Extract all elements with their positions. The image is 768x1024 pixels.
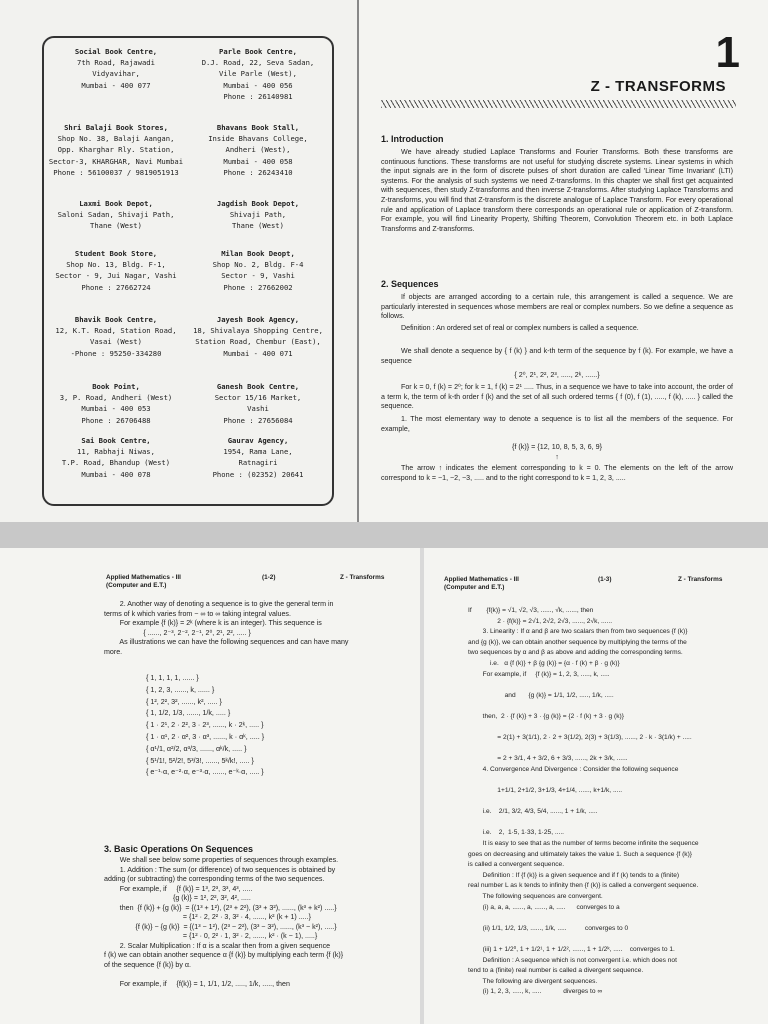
text-line: As illustrations we can have the following sequences and can have many xyxy=(104,638,349,646)
book-centre-entry xyxy=(188,248,328,293)
text-line: i.e. 2, 1·5, 1·33, 1·25, ..... xyxy=(468,829,565,837)
section-heading-introduction: 1. Introduction xyxy=(381,134,444,144)
book-centre-address-line: Thane (West) xyxy=(232,221,284,231)
book-centre-name: Bhavans Book Stall, xyxy=(216,123,300,132)
text-line xyxy=(468,680,699,691)
book-centre-entry xyxy=(188,122,328,178)
text-line: is called a convergent sequence. xyxy=(468,861,565,869)
book-centre-name: Student Book Store, xyxy=(74,249,158,258)
book-centre-address-line: Shop No. 13, Bldg. F-1, xyxy=(66,260,166,270)
decorative-hatch-rule xyxy=(381,100,736,108)
book-centre-entry xyxy=(188,314,328,359)
running-header-right: Z - Transforms xyxy=(678,576,723,583)
text-line: { 1 · α¹, 2 · α², 3 · α³, ......, k · αᵏ, ..... } xyxy=(146,731,265,741)
text-line: { ......, 2⁻³, 2⁻², 2⁻¹, 2⁰, 2¹, 2², ..... } xyxy=(104,628,251,637)
book-centre-address-line: Phone : (02352) 20641 xyxy=(212,469,304,479)
book-centre-address-line: 18, Shivalaya Shopping Centre, xyxy=(193,326,323,336)
book-centre-address-line: Thane (West) xyxy=(90,221,142,231)
text-line: f (k) we can obtain another sequence α {f (k)} by multiplying each term {f (k)} xyxy=(104,951,344,959)
chapter-title: Z - TRANSFORMS xyxy=(590,78,726,95)
text-line: and {g (k)} = 1/1, 1/2, ....., 1/k, ..... xyxy=(468,691,614,699)
book-centre-entry xyxy=(188,435,328,480)
page-book-centres xyxy=(0,0,357,522)
book-centre-address-line: Phone : 26140981 xyxy=(223,91,293,101)
text-line: {g (k)} = 1², 2², 3², 4², ..... xyxy=(104,894,251,902)
book-centre-entry xyxy=(46,198,186,232)
book-centre-address-line: Sector 15/16 Market, xyxy=(214,393,302,403)
book-centre-name: Gaurav Agency, xyxy=(227,436,289,445)
book-centre-entry xyxy=(188,46,328,102)
text-line: i.e. α {f (k)} + β {g (k)} = {α · f (k) + β · g (k)} xyxy=(468,659,620,667)
text-line: 2. Another way of denoting a sequence is to give the general term in xyxy=(104,600,334,608)
book-centre-address-line: Ratnagiri xyxy=(238,458,278,468)
book-centre-entry xyxy=(46,435,186,480)
book-centre-address-line: Mumbai - 400 053 xyxy=(81,404,151,414)
sequence-example-powers-of-two: { 2⁰, 2¹, 2², 2³, ....., 2ᵏ, ......} xyxy=(514,370,600,379)
sequences-paragraph-1: If objects are arranged according to a certain rule, this arrangement is called a sequence. We are particularly interested in sequences whose members are real or complex numbers. So we define a sequence as follows. xyxy=(381,293,733,321)
text-line: then {f (k)} + {g (k)} = {(1³ + 1²), (2³ + 2²), (3³ + 3²), ......, (k³ + k²) .....} xyxy=(104,903,337,912)
text-line xyxy=(468,701,699,712)
sequences-paragraph-4: 1. The most elementary way to denote a sequence is to list all the members of the sequence. For example, xyxy=(381,415,733,433)
book-centre-address-line: Phone : 26706488 xyxy=(81,415,151,425)
text-line: of the sequence {f (k)} by α. xyxy=(104,960,191,969)
book-centre-address-line: -Phone : 95250-334280 xyxy=(70,348,162,358)
text-line xyxy=(468,818,699,829)
running-header-right: Z - Transforms xyxy=(340,574,385,581)
text-line xyxy=(104,970,343,980)
book-centre-entry xyxy=(188,198,328,232)
text-line: and {g (k)}, we can obtain another sequence by multiplying the terms of the xyxy=(468,638,687,646)
book-centre-name: Ganesh Book Centre, xyxy=(216,382,300,391)
book-centre-name: Social Book Centre, xyxy=(74,47,158,56)
page-1-2 xyxy=(0,548,420,1024)
book-centre-address-line: Mumbai - 400 078 xyxy=(81,469,151,479)
book-centre-address-line: 3, P. Road, Andheri (West) xyxy=(59,393,173,403)
text-line: 2 · {f(k)} = 2√1, 2√2, 2√3, ......, 2√k, ...... xyxy=(468,617,613,625)
book-centre-address-line: D.J. Road, 22, Seva Sadan, xyxy=(201,58,315,68)
section-heading-sequences: 2. Sequences xyxy=(381,279,439,289)
text-line: 1. Addition : The sum (or difference) of two sequences is obtained by xyxy=(104,865,336,874)
text-line: goes on decreasing and ultimately takes the value 1. Such a sequence {f (k)} xyxy=(468,850,692,858)
book-centre-entry xyxy=(46,122,186,178)
sequences-paragraph-5: The arrow ↑ indicates the element corresponding to k = 0. The elements on the left of the arrow correspond to k = −1, −2, −3, ..... and to the right correspond to k = 1, 2, 3, ..... xyxy=(381,464,733,482)
text-line: { 1, 2, 3, ......, k, ...... } xyxy=(146,684,215,694)
book-centre-address-line: Phone : 27662724 xyxy=(81,282,151,292)
book-centre-address-line: Sector - 9, Vashi xyxy=(221,271,295,281)
book-centres-box xyxy=(42,36,334,506)
sequence-example-list: {f (k)} = {12, 10, 8, 5, 3, 6, 9} xyxy=(511,442,603,451)
text-line: The following sequences are convergent. xyxy=(468,893,603,901)
text-line: It is easy to see that as the number of terms become infinite the sequence xyxy=(468,840,699,848)
text-line: { 1², 2², 3², ......, k², ..... } xyxy=(146,696,222,706)
book-centre-address-line: Sector-3, KHARGHAR, Navi Mumbai xyxy=(48,156,184,166)
sequences-paragraph-2: We shall denote a sequence by { f (k) } and k-th term of the sequence by f (k). For example, we have a sequence xyxy=(381,347,733,365)
text-line xyxy=(468,797,699,808)
book-centre-name: Shri Balaji Book Stores, xyxy=(64,123,168,132)
book-centre-address-line: 1954, Rama Lane, xyxy=(223,447,293,457)
book-centre-entry xyxy=(46,248,186,293)
book-centre-name: Parle Book Centre, xyxy=(219,47,297,56)
text-line: i.e. 2/1, 3/2, 4/3, 5/4, ......, 1 + 1/k, ..... xyxy=(468,808,598,816)
book-centre-address-line: Andheri (West), xyxy=(225,145,291,155)
text-line: adding (or subtracting) the corresponding terms of the two sequences. xyxy=(104,875,325,883)
running-header-left: Applied Mathematics - III (Computer and E.T.) xyxy=(106,574,181,589)
book-centre-address-line: Opp. Kharghar Rly. Station, xyxy=(57,145,175,155)
book-centre-address-line: Phone : 56100037 / 9819051913 xyxy=(53,167,179,177)
basic-operations-text xyxy=(104,856,343,989)
text-line: { 1 · 2¹, 2 · 2², 3 · 2³, ......, k · 2ᵏ, ..... } xyxy=(146,720,264,730)
book-centre-address-line: Inside Bhavans College, xyxy=(208,134,308,144)
section-heading-basic-operations: 3. Basic Operations On Sequences xyxy=(104,844,254,854)
book-centre-address-line: Shop No. 38, Balaji Aangan, xyxy=(57,134,175,144)
text-line: The following are divergent sequences. xyxy=(468,977,598,985)
text-line: For example {f (k)} = 2ᵏ (where k is an integer). This sequence is xyxy=(104,619,322,627)
book-centre-name: Jayesh Book Agency, xyxy=(216,315,300,324)
text-line: If {f(k)} = √1, √2, √3, ......, √k, ......, then xyxy=(468,607,594,614)
book-centre-address-line: Station Road, Chembur (East), xyxy=(195,337,321,347)
arrow-up-icon: ↑ xyxy=(555,452,559,461)
text-line: (i) a, a, a, ......, a, ......, a, ..... converges to a xyxy=(468,903,620,911)
text-line: For example, if {f(k)} = 1, 1/1, 1/2, ....., 1/k, ....., then xyxy=(104,979,290,988)
text-line: For example, if {f (k)} = 1, 2, 3, ....., k, ..... xyxy=(468,670,610,678)
text-line: = 2 + 3/1, 4 + 3/2, 6 + 3/3, ......, 2k + 3/k, ...... xyxy=(468,755,628,763)
running-header-left: Applied Mathematics - III (Computer and E.T.) xyxy=(444,576,519,591)
running-header-page-number: (1-3) xyxy=(598,576,612,583)
text-line: more. xyxy=(104,647,123,656)
book-centre-address-line: 7th Road, Rajawadi xyxy=(77,58,155,68)
book-centre-address-line: 12, K.T. Road, Station Road, xyxy=(55,326,177,336)
text-line: { 5¹/1!, 5²/2!, 5³/3!, ......, 5ᵏ/k!, ..... } xyxy=(146,755,254,765)
book-centre-address-line: Sector - 9, Jui Nagar, Vashi xyxy=(55,271,177,281)
text-line xyxy=(468,934,699,945)
sequences-paragraph-3: For k = 0, f (k) = 2⁰; for k = 1, f (k) = 2¹ ..... Thus, in a sequence we have to take into account, the order of a term k, the term of k-th order f (k) and the set of all such ordered terms { f (0), f (1), ....., f (k), ..... } called the sequence. xyxy=(381,383,733,411)
page-1-2-intro-text xyxy=(104,600,348,657)
book-centre-address-line: Shop No. 2, Bldg. F-4 xyxy=(212,260,304,270)
text-line: then, 2 · {f (k)} + 3 · {g (k)} = {2 · f (k) + 3 · g (k)} xyxy=(468,712,624,720)
text-line: { α¹/1, α²/2, α³/3, ......, αᵏ/k, ..... } xyxy=(146,743,247,753)
text-line: (i) 1, 2, 3, ....., k, ..... diverges to ∞ xyxy=(468,988,603,996)
text-line: 2. Scalar Multiplication : If α is a scalar then from a given sequence xyxy=(104,941,331,950)
text-line: (ii) 1/1, 1/2, 1/3, ......, 1/k, ..... converges to 0 xyxy=(468,924,629,932)
text-line xyxy=(468,744,699,755)
example-sequences-list xyxy=(146,672,264,778)
book-centre-entry xyxy=(188,381,328,426)
text-line: 3. Linearity : If α and β are two scalars then from two sequences {f (k)} xyxy=(468,628,688,636)
book-centre-address-line: Vashi xyxy=(247,404,269,414)
text-line: = {1² · 2, 2² · 3, 3² · 4, ......, k² (k + 1) .....} xyxy=(104,913,311,921)
book-centre-address-line: Shivaji Path, xyxy=(229,210,287,220)
book-centre-address-line: Vasai (West) xyxy=(90,337,142,347)
book-centre-address-line: Phone : 26243410 xyxy=(223,167,293,177)
text-line: Definition : If {f (k)} is a given sequence and if f (k) tends to a (finite) xyxy=(468,871,680,879)
page-chapter-start xyxy=(359,0,768,522)
text-line: { e⁻¹·α, e⁻²·α, e⁻³·α, ......, e⁻ᵏ·α, ..... } xyxy=(146,767,264,777)
book-centre-address-line: Mumbai - 400 071 xyxy=(223,348,293,358)
book-centre-entry xyxy=(46,314,186,359)
sequence-definition: Definition : An ordered set of real or complex numbers is called a sequence. xyxy=(401,324,639,332)
page-gap xyxy=(0,522,768,548)
book-centre-address-line: Vile Parle (West), xyxy=(219,69,297,79)
text-line xyxy=(468,723,699,734)
book-centre-address-line: Vidyavihar, xyxy=(92,69,140,79)
running-header-page-number: (1-2) xyxy=(262,574,276,581)
book-centre-address-line: Saloni Sadan, Shivaji Path, xyxy=(57,210,175,220)
text-line: (iii) 1 + 1/2⁰, 1 + 1/2¹, 1 + 1/2², ......, 1 + 1/2ᵏ, ..... converges to 1. xyxy=(468,946,675,953)
book-centre-address-line: 11, Rabhaji Niwas, xyxy=(77,447,155,457)
book-centre-address-line: Mumbai - 400 056 xyxy=(223,80,293,90)
text-line: tend to a (finite) real number is called a divergent sequence. xyxy=(468,967,644,975)
text-line: {f (k)} − {g (k)} = {(1³ − 1²), (2³ − 2²), (3³ − 3²), ......, (k³ − k²), .....} xyxy=(104,922,337,931)
text-line: For example, if {f (k)} = 1³, 2³, 3³, 4³, ..... xyxy=(104,884,253,893)
text-line: terms of k which varies from − ∞ to ∞ taking integral values. xyxy=(104,609,291,618)
text-line: real number L as k tends to infinity then {f (k)} is called a convergent sequence. xyxy=(468,882,699,890)
book-centre-address-line: Mumbai - 400 058 xyxy=(223,156,293,166)
page-1-3 xyxy=(424,548,768,1024)
book-centre-name: Milan Book Deopt, xyxy=(221,249,295,258)
page-1-3-text xyxy=(468,606,699,998)
text-line: We shall see below some properties of sequences through examples. xyxy=(104,856,339,864)
book-centre-name: Book Point, xyxy=(92,382,140,391)
text-line xyxy=(468,913,699,924)
book-centre-name: Jagdish Book Depot, xyxy=(216,199,300,208)
chapter-number: 1 xyxy=(715,28,740,77)
text-line: two sequences by α and β as above and adding the corresponding terms. xyxy=(468,649,683,657)
book-centre-address-line: Phone : 27662002 xyxy=(223,282,293,292)
text-line: 4. Convergence And Divergence : Consider the following sequence xyxy=(468,765,679,773)
text-line: = {1² · 0, 2² · 1, 3² · 2, ......, k² · (k − 1), .....} xyxy=(104,932,318,940)
intro-paragraph: We have already studied Laplace Transforms and Fourier Transforms. Both these transforms are continuous functions. These transforms are not useful for studying discrete systems. Linear systems in which the input signals are in the form of discrete pulses of short duration are called 'Linear Time Invariant' (LTI) systems. For the analysis of such systems we need Z-transforms. In this chapter we shall first get acquainted with sequences, then study Z-transforms and then inverse Z-transforms. After studying Laplace Transforms and Z-transforms, you will find that Z-transform is the discrete analogue of Laplace Transform. For every operational rule and application of Laplace transform there corresponds an operational rule or application of Z-transform. For example, you will find Linearity Property, Shifting Theorem, Convolution Theorem etc. in both Laplace Transforms and Z-transforms. xyxy=(381,148,733,233)
book-centre-address-line: T.P. Road, Bhandup (West) xyxy=(61,458,171,468)
text-line: = 2(1) + 3(1/1), 2 · 2 + 3(1/2), 2(3) + 3(1/3), ......, 2 · k · 3(1/k) + ..... xyxy=(468,734,692,742)
book-centre-address-line: Mumbai - 400 077 xyxy=(81,80,151,90)
text-line: 1+1/1, 2+1/2, 3+1/3, 4+1/4, ......, k+1/k, ..... xyxy=(468,787,623,795)
text-line: Definition : A sequence which is not convergent i.e. which does not xyxy=(468,956,677,964)
book-centre-name: Sai Book Centre, xyxy=(81,436,151,445)
text-line: { 1, 1, 1, 1, ...... } xyxy=(146,673,199,682)
book-centre-entry xyxy=(46,46,186,91)
text-line xyxy=(468,776,699,787)
book-centre-address-line: Phone : 27656084 xyxy=(223,415,293,425)
book-centre-name: Bhavik Book Centre, xyxy=(74,315,158,324)
book-centre-name: Laxmi Book Depot, xyxy=(79,199,153,208)
book-centre-entry xyxy=(46,381,186,426)
text-line: { 1, 1/2, 1/3, ......, 1/k, ..... } xyxy=(146,708,231,718)
